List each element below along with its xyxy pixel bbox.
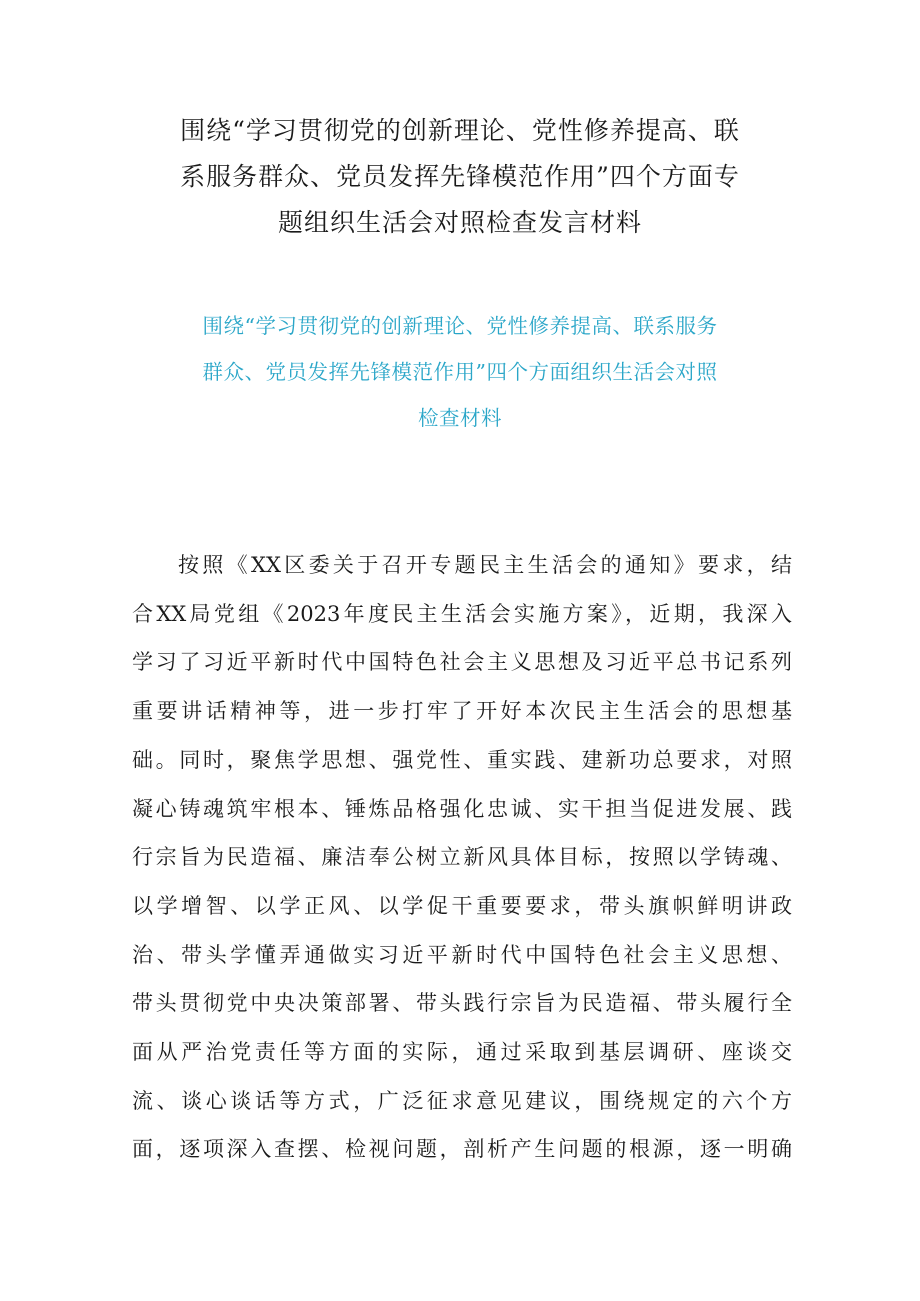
- body-line: 行宗旨为民造福、廉洁奉公树立新风具体目标，按照以学铸魂、: [132, 845, 792, 870]
- document-subtitle-line: 检查材料: [418, 406, 502, 430]
- body-paragraph: [132, 541, 792, 1174]
- body-line: 础。同时，聚焦学思想、强党性、重实践、建新功总要求，对照: [132, 747, 792, 772]
- document-title-line: 题组织生活会对照检查发言材料: [277, 208, 642, 237]
- document-subtitle-line: 围绕“学习贯彻党的创新理论、党性修养提高、联系服务: [202, 314, 718, 338]
- document-title-line: 围绕“学习贯彻党的创新理论、党性修养提高、联: [180, 116, 740, 145]
- body-line: 带头贯彻党中央决策部署、带头践行宗旨为民造福、带头履行全: [132, 991, 792, 1016]
- document-title-line: 系服务群众、党员发挥先锋模范作用”四个方面专: [180, 162, 740, 191]
- body-line: 面，逐项深入查摆、检视问题，剖析产生问题的根源，逐一明确: [132, 1137, 792, 1162]
- document-title: [130, 108, 790, 246]
- body-line: 流、谈心谈话等方式，广泛征求意见建议，围绕规定的六个方: [132, 1088, 792, 1113]
- body-line: 治、带头学懂弄通做实习近平新时代中国特色社会主义思想、: [132, 942, 792, 967]
- document-subtitle: [150, 303, 770, 441]
- body-line: 合XX局党组《2023年度民主生活会实施方案》，近期，我深入: [132, 601, 792, 626]
- document-subtitle-line: 群众、党员发挥先锋模范作用”四个方面组织生活会对照: [202, 360, 718, 384]
- body-line: 重要讲话精神等，进一步打牢了开好本次民主生活会的思想基: [132, 699, 792, 724]
- body-line: 以学增智、以学正风、以学促干重要要求，带头旗帜鲜明讲政: [132, 893, 792, 918]
- body-line: 凝心铸魂筑牢根本、锤炼品格强化忠诚、实干担当促进发展、践: [132, 796, 792, 821]
- body-line: 面从严治党责任等方面的实际，通过采取到基层调研、座谈交: [132, 1040, 792, 1065]
- body-line: 学习了习近平新时代中国特色社会主义思想及习近平总书记系列: [132, 650, 792, 675]
- body-line: 按照《XX区委关于召开专题民主生活会的通知》要求，结: [178, 553, 792, 577]
